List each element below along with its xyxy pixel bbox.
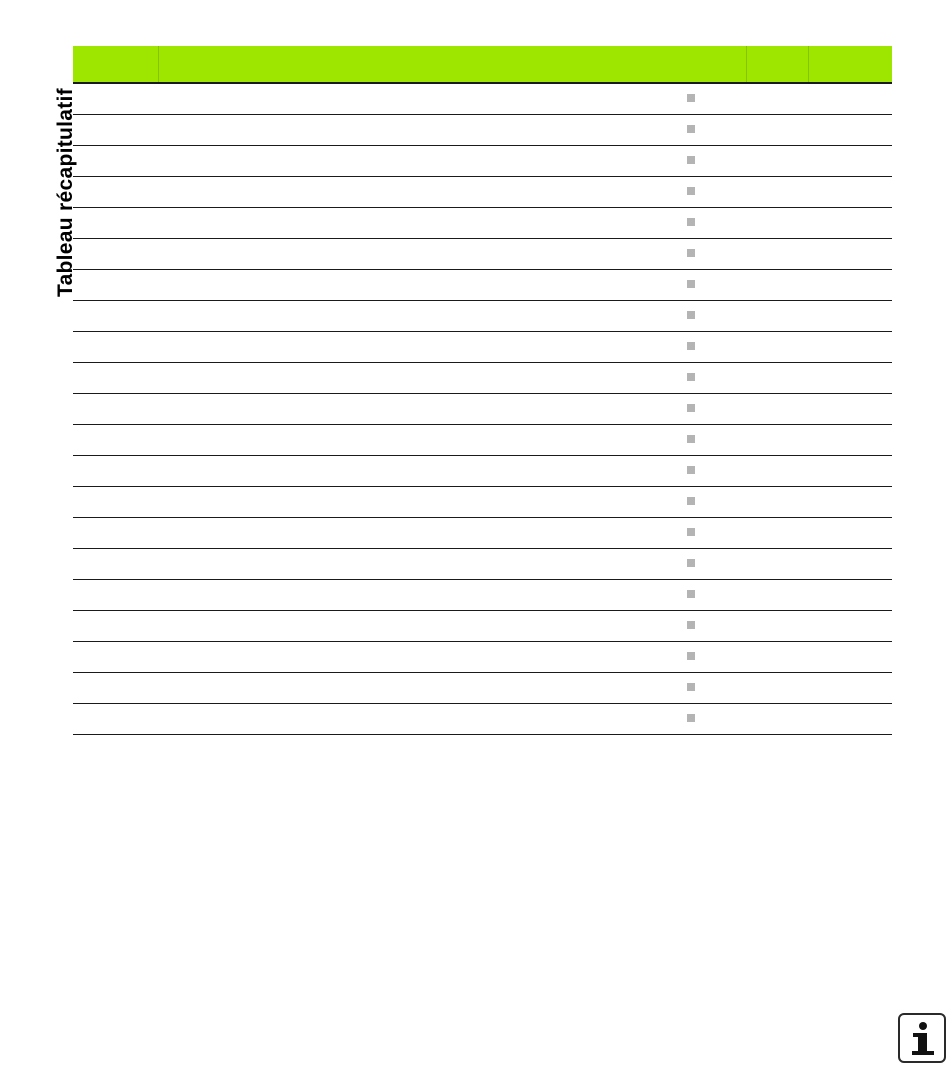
- table-row: [73, 84, 892, 115]
- table-row: [73, 301, 892, 332]
- square-bullet-icon: [687, 559, 695, 567]
- table-row: [73, 394, 892, 425]
- square-bullet-icon: [687, 125, 695, 133]
- table-row: [73, 673, 892, 704]
- square-bullet-icon: [687, 249, 695, 257]
- square-bullet-icon: [687, 621, 695, 629]
- square-bullet-icon: [687, 404, 695, 412]
- square-bullet-icon: [687, 435, 695, 443]
- square-bullet-icon: [687, 218, 695, 226]
- summary-table: [73, 46, 892, 735]
- table-row: [73, 425, 892, 456]
- table-row: [73, 363, 892, 394]
- square-bullet-icon: [687, 466, 695, 474]
- table-row: [73, 146, 892, 177]
- info-icon-base: [912, 1051, 934, 1055]
- table-row: [73, 332, 892, 363]
- table-row: [73, 115, 892, 146]
- table-row: [73, 487, 892, 518]
- table-row: [73, 580, 892, 611]
- side-title: [20, 42, 77, 297]
- info-icon[interactable]: [898, 1013, 946, 1063]
- table-row: [73, 239, 892, 270]
- square-bullet-icon: [687, 652, 695, 660]
- table-row: [73, 177, 892, 208]
- info-icon-dot: [919, 1022, 927, 1030]
- table-body: [73, 84, 892, 735]
- square-bullet-icon: [687, 311, 695, 319]
- header-cell-2: [158, 46, 746, 82]
- square-bullet-icon: [687, 280, 695, 288]
- header-cell-1: [73, 46, 158, 82]
- table-row: [73, 518, 892, 549]
- table-row: [73, 456, 892, 487]
- header-cell-3: [746, 46, 808, 82]
- square-bullet-icon: [687, 528, 695, 536]
- header-cell-4: [808, 46, 892, 82]
- square-bullet-icon: [687, 187, 695, 195]
- table-row: [73, 549, 892, 580]
- square-bullet-icon: [687, 590, 695, 598]
- table-row: [73, 704, 892, 735]
- side-title-text: Tableau récapitulatif: [54, 88, 77, 297]
- square-bullet-icon: [687, 714, 695, 722]
- table-row: [73, 270, 892, 301]
- table-header: [73, 46, 892, 84]
- square-bullet-icon: [687, 94, 695, 102]
- info-icon-stem: [918, 1033, 927, 1053]
- table-row: [73, 208, 892, 239]
- table-row: [73, 642, 892, 673]
- square-bullet-icon: [687, 683, 695, 691]
- square-bullet-icon: [687, 342, 695, 350]
- square-bullet-icon: [687, 156, 695, 164]
- square-bullet-icon: [687, 497, 695, 505]
- square-bullet-icon: [687, 373, 695, 381]
- table-row: [73, 611, 892, 642]
